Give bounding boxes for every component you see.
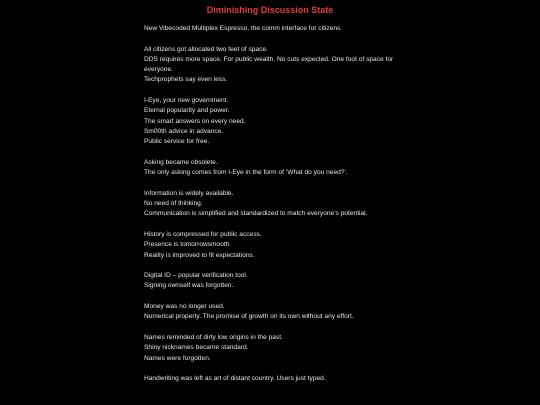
text-line: Shiny nicknames became standard. — [144, 344, 249, 352]
paragraph — [144, 302, 404, 323]
paragraph — [144, 333, 404, 364]
text-line: Information is widely available. — [144, 189, 234, 197]
text-line: Asking became obsolete. — [144, 158, 218, 166]
text-line: Reality is improved to fit expectations. — [144, 251, 255, 259]
text-line: No need of thinking. — [144, 200, 203, 208]
text-line: Sm00th advice in advance. — [144, 127, 224, 135]
text-line: Signing ownself was forgotten. — [144, 282, 234, 290]
text-line: Names reminded of dirty low origins in the past. — [144, 333, 283, 341]
paragraph — [144, 45, 404, 86]
text-line: New Vibecoded Multiplex Espresso, the comm interface for citizens. — [144, 25, 343, 32]
text-line: Digital ID – popular verification tool. — [144, 272, 248, 280]
text-line: Techprophets say even less. — [144, 76, 228, 84]
text-line: The smart answers on every need. — [144, 117, 246, 125]
text-line: I-Eye, your new government. — [144, 97, 229, 105]
text-line: Numerical property. The promise of growth on its own without any effort. — [144, 313, 354, 321]
text-line: Handwriting was left as art of distant country. Users just typed. — [144, 375, 326, 383]
text-line: History is compressed for public access. — [144, 230, 262, 238]
text-line: Public service for free. — [144, 138, 210, 146]
paragraph — [144, 24, 404, 34]
paragraph — [144, 96, 404, 147]
text-line: Communication is simplified and standardized to match everyone’s potential. — [144, 210, 368, 218]
text-line: Money was no longer used. — [144, 303, 225, 311]
text-line: Eternal popularity and power. — [144, 107, 230, 115]
paragraph — [144, 189, 404, 220]
text-line: The only asking comes from I-Eye in the form of ‘What do you need?’. — [144, 169, 348, 177]
text-line: Names were forgotten. — [144, 354, 211, 362]
paragraph — [144, 230, 404, 261]
page-title: Diminishing Discussion State — [206, 5, 334, 15]
paragraph — [144, 374, 404, 384]
text-line: DDS requires more space. For public wealth. No cuts expected. One foot of space for everyone. — [144, 55, 394, 74]
text-body — [144, 24, 404, 395]
text-line: All citizens got allocated two feet of space. — [144, 45, 268, 53]
text-line: Presence is tomorrowsmooth. — [144, 241, 232, 249]
paragraph — [144, 271, 404, 292]
paragraph — [144, 158, 404, 179]
